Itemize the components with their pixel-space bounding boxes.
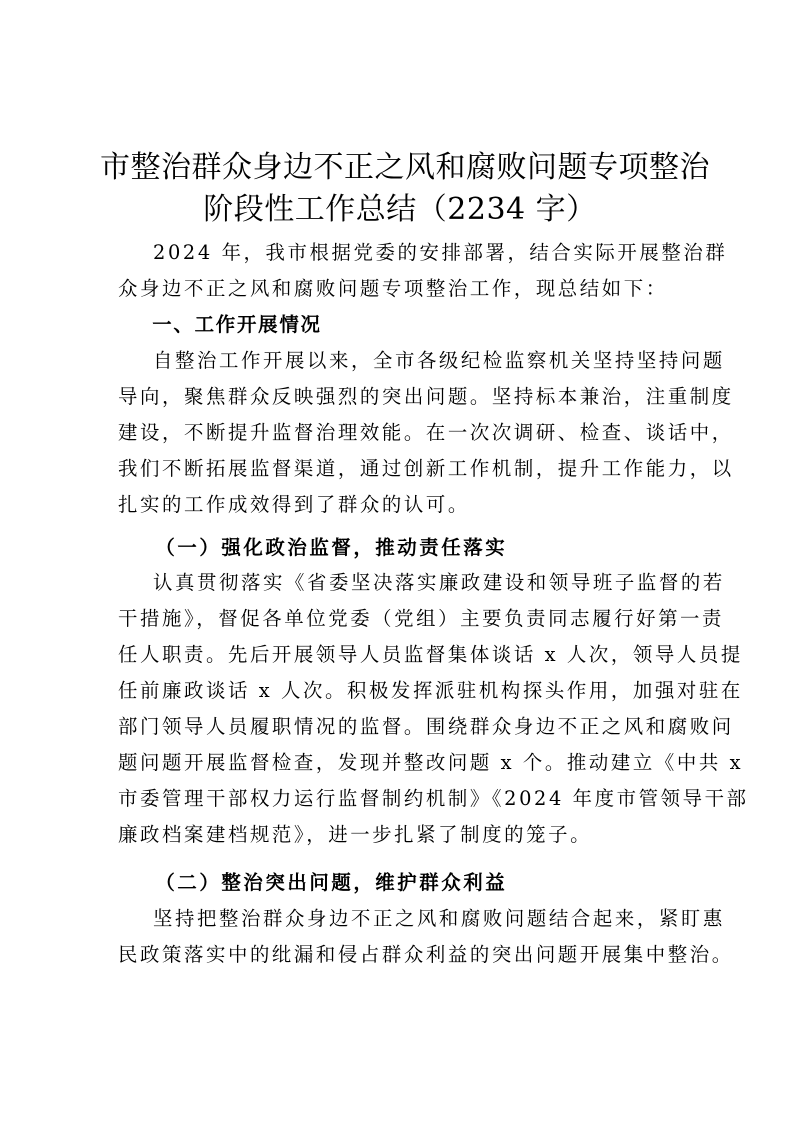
paragraph-line: 认真贯彻落实《省委坚决落实廉政建设和领导班子监督的若 (118, 571, 725, 594)
paragraph-line: 2024 年，我市根据党委的安排部署，结合实际开展整治群 (118, 241, 728, 264)
paragraph-line: 题问题开展监督检查，发现并整改问题 x 个。推动建立《中共 x (118, 751, 744, 774)
paragraph-line: 市委管理干部权力运行监督制约机制》《2024 年度市管领导干部 (118, 787, 749, 810)
paragraph-line: 扎实的工作成效得到了群众的认可。 (118, 493, 470, 516)
paragraph-line: 干措施》，督促各单位党委（党组）主要负责同志履行好第一责 (118, 607, 725, 630)
paragraph-line: 我们不断拓展监督渠道，通过创新工作机制，提升工作能力，以 (118, 457, 734, 480)
section-heading-1: 一、工作开展情况 (118, 313, 322, 336)
paragraph-line: 坚持把整治群众身边不正之风和腐败问题结合起来，紧盯惠 (118, 907, 725, 930)
paragraph-line: 廉政档案建档规范》，进一步扎紧了制度的笼子。 (118, 823, 593, 846)
paragraph-line: 任人职责。先后开展领导人员监督集体谈话 x 人次，领导人员提 (118, 643, 743, 666)
document-title-line-2: 阶段性工作总结（2234 字） (203, 192, 597, 227)
paragraph-line: 部门领导人员履职情况的监督。围绕群众身边不正之风和腐败问 (118, 715, 734, 738)
subsection-heading-2: （二）整治突出问题，维护群众利益 (118, 871, 508, 894)
paragraph-line: 自整治工作开展以来，全市各级纪检监察机关坚持坚持问题 (118, 349, 725, 372)
paragraph-line: 导向，聚焦群众反映强烈的突出问题。坚持标本兼治，注重制度 (118, 385, 734, 408)
paragraph-line: 民政策落实中的纰漏和侵占群众利益的突出问题开展集中整治。 (118, 943, 734, 966)
paragraph-line: 建设，不断提升监督治理效能。在一次次调研、检查、谈话中， (118, 421, 734, 444)
subsection-heading-1: （一）强化政治监督，推动责任落实 (118, 536, 508, 559)
document-title-line-1: 市整治群众身边不正之风和腐败问题专项整治 (100, 150, 710, 185)
paragraph-line: 众身边不正之风和腐败问题专项整治工作，现总结如下： (118, 277, 668, 300)
paragraph-line: 任前廉政谈话 x 人次。积极发挥派驻机构探头作用，加强对驻在 (118, 679, 743, 702)
